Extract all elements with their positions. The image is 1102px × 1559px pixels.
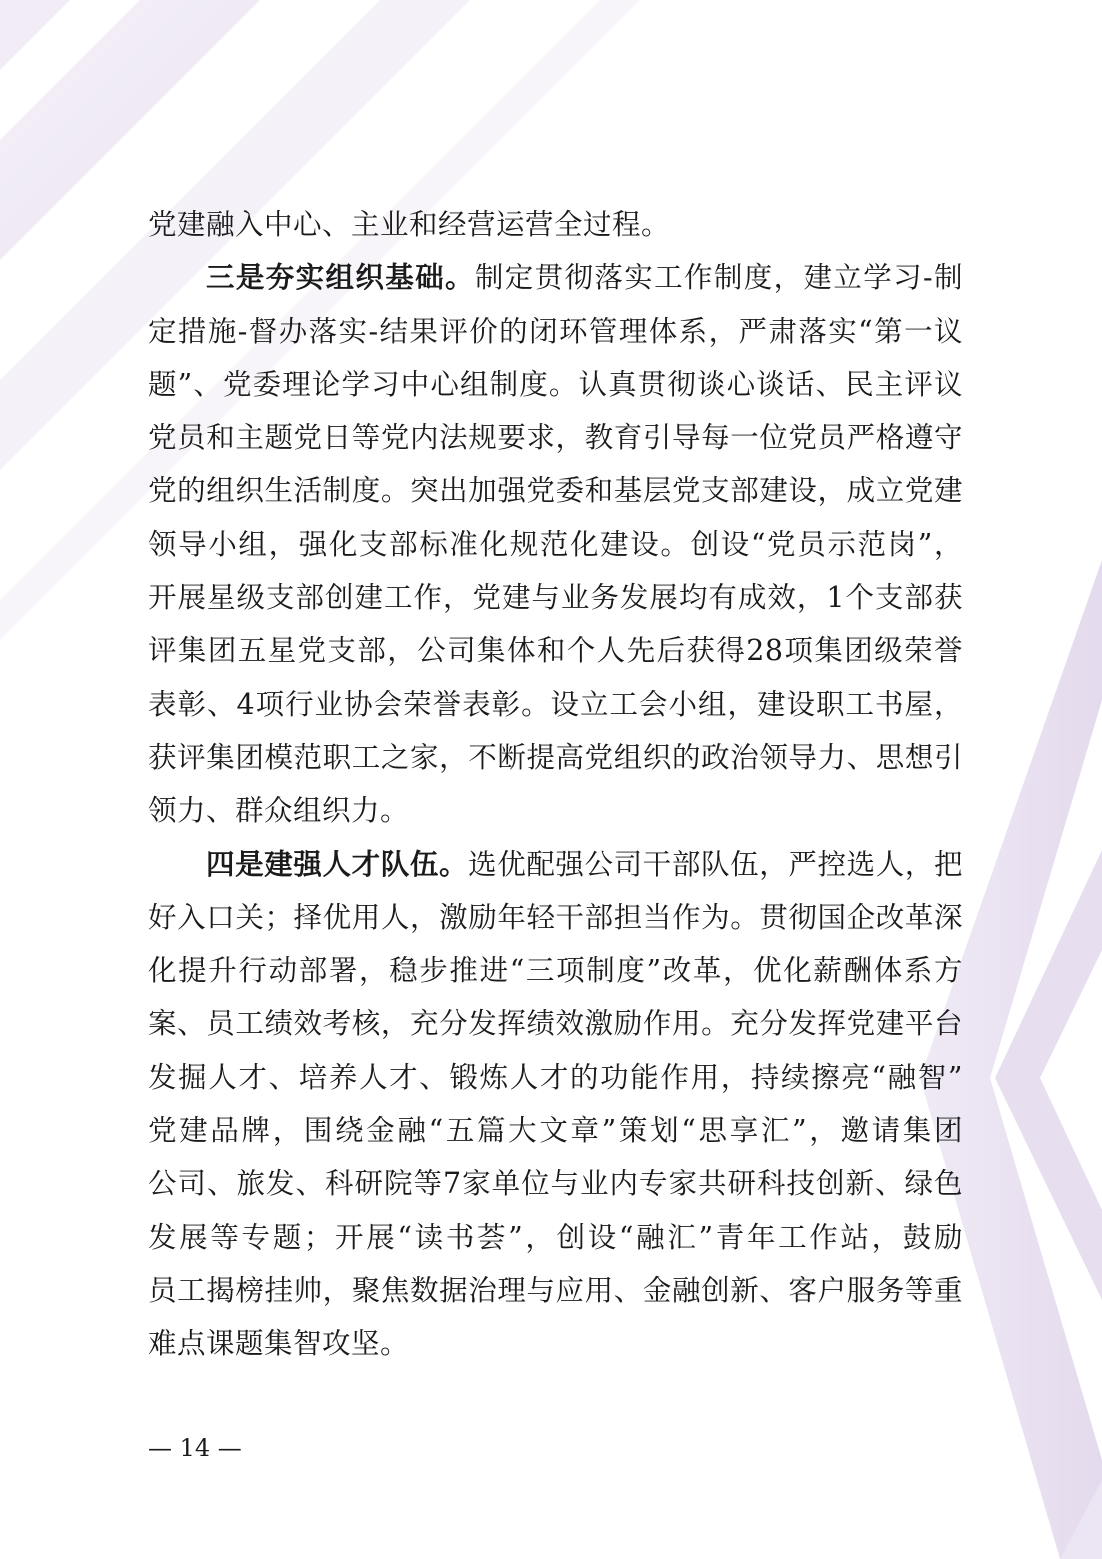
text-line: 评集团五星党支部，公司集体和个人先后获得28项集团级荣誉 xyxy=(148,634,963,668)
text-line: 案、员工绩效考核，充分发挥绩效激励作用。充分发挥党建平台 xyxy=(148,1007,963,1041)
document-body xyxy=(148,198,963,1371)
text-line: 党建融入中心、主业和经营运营全过程。 xyxy=(148,208,671,241)
text-line: 表彰、4项行业协会荣誉表彰。设立工会小组，建设职工书屋， xyxy=(148,687,963,721)
text-line: 题”、党委理论学习中心组制度。认真贯彻谈心谈话、民主评议 xyxy=(148,367,963,401)
paragraph-heading: 四是建强人才队伍。 xyxy=(206,846,469,881)
text-line: 难点课题集智攻坚。 xyxy=(148,1327,410,1361)
text-line: 好入口关；择优用人，激励年轻干部担当作为。贯彻国企改革深 xyxy=(148,900,963,934)
text-line: 党的组织生活制度。突出加强党委和基层党支部建设，成立党建 xyxy=(148,474,963,508)
text-span: 制定贯彻落实工作制度，建立学习-制 xyxy=(474,261,963,295)
paragraph-1 xyxy=(148,198,963,251)
text-line: 定措施-督办落实-结果评价的闭环管理体系，严肃落实“第一议 xyxy=(148,314,963,348)
text-line: 领导小组，强化支部标准化规范化建设。创设“党员示范岗”， xyxy=(148,527,963,561)
text-line: 公司、旅发、科研院等7家单位与业内专家共研科技创新、绿色 xyxy=(148,1167,963,1201)
text-line: 开展星级支部创建工作，党建与业务发展均有成效，1个支部获 xyxy=(148,581,963,615)
text-line: 获评集团模范职工之家，不断提高党组织的政治领导力、思想引 xyxy=(148,740,963,774)
page-number: — 14 — xyxy=(148,1434,242,1462)
paragraph-heading: 三是夯实组织基础。 xyxy=(206,260,475,295)
paragraph-3 xyxy=(148,838,963,1371)
left-stripe-1 xyxy=(0,0,70,70)
text-line: 领力、群众组织力。 xyxy=(148,794,410,828)
paragraph-2 xyxy=(148,251,963,837)
text-line xyxy=(148,251,963,304)
text-line: 发展等专题；开展“读书荟”，创设“融汇”青年工作站，鼓励 xyxy=(148,1220,963,1254)
text-line: 员工揭榜挂帅，聚焦数据治理与应用、金融创新、客户服务等重 xyxy=(148,1273,963,1307)
text-line: 党员和主题党日等党内法规要求，教育引导每一位党员严格遵守 xyxy=(148,421,963,455)
text-line: 党建品牌，围绕金融“五篇大文章”策划“思享汇”，邀请集团 xyxy=(148,1114,963,1148)
text-span: 选优配强公司干部队伍，严控选人，把 xyxy=(468,847,963,881)
text-line: 化提升行动部署，稳步推进“三项制度”改革，优化薪酬体系方 xyxy=(148,954,963,988)
text-line: 发掘人才、培养人才、锻炼人才的功能作用，持续擦亮“融智” xyxy=(148,1060,963,1094)
text-line xyxy=(148,838,963,891)
